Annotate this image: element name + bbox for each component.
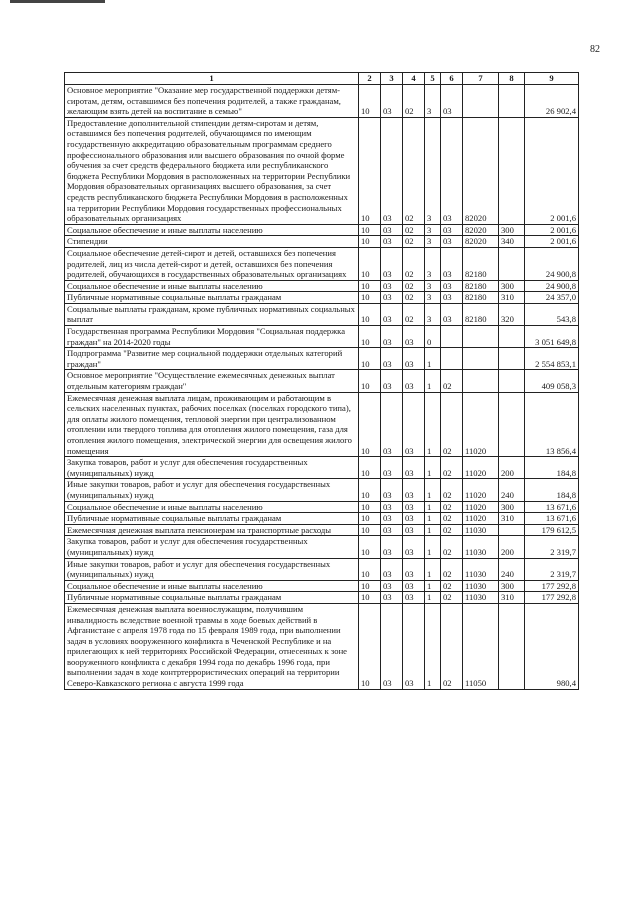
amount: 184,8 [525,479,579,501]
code-program: 03 [403,501,425,513]
table-row [65,592,579,604]
code-subprogram: 1 [425,348,441,370]
code-program: 02 [403,224,425,236]
code-program: 02 [403,85,425,118]
code-expense-type: 240 [499,558,525,580]
row-name: Основное мероприятие "Оказание мер государственной поддержки детям-сиротам, детям, оставшимся без попечения родителей, а также гражданам, желающим взять детей на воспитание в семью" [65,85,359,118]
amount: 13 671,6 [525,501,579,513]
code-subprogram: 3 [425,224,441,236]
code-direction [463,348,499,370]
row-name: Основное мероприятие "Осуществление ежемесячных денежных выплат отдельным категориям граждан" [65,370,359,392]
code-expense-type [499,524,525,536]
code-subsection: 03 [381,326,403,348]
table-row [65,348,579,370]
code-section: 10 [359,558,381,580]
code-section: 10 [359,370,381,392]
code-program: 02 [403,292,425,304]
code-program: 02 [403,280,425,292]
code-direction: 82020 [463,224,499,236]
column-header: 5 [425,73,441,85]
code-program: 03 [403,513,425,525]
code-section: 10 [359,247,381,280]
code-section: 10 [359,224,381,236]
code-section: 10 [359,524,381,536]
code-expense-type [499,370,525,392]
amount: 179 612,5 [525,524,579,536]
code-subsection: 03 [381,280,403,292]
row-name: Закупка товаров, работ и услуг для обеспечения государственных (муниципальных) нужд [65,536,359,558]
code-direction: 11020 [463,513,499,525]
budget-table [64,72,579,690]
table-row [65,85,579,118]
code-activity: 03 [441,303,463,325]
code-section: 10 [359,501,381,513]
code-expense-type [499,603,525,689]
code-direction: 82180 [463,247,499,280]
column-header: 3 [381,73,403,85]
code-direction: 82180 [463,303,499,325]
code-subsection: 03 [381,536,403,558]
table-row [65,558,579,580]
code-subprogram: 1 [425,524,441,536]
code-subprogram: 1 [425,580,441,592]
code-subprogram: 1 [425,603,441,689]
code-program: 02 [403,247,425,280]
table-body [65,85,579,690]
code-expense-type: 340 [499,236,525,248]
row-name: Ежемесячная денежная выплата лицам, проживающим и работающим в сельских населенных пунктах, рабочих поселках (поселках городского типа), для оплаты жилого помещения, тепловой энергии при централизованном отоплении или твердого топлива для отопления жилого помещения, газа для отопления жилого помещения, электрической энергии для освещения жилого помещения [65,392,359,457]
code-subprogram: 3 [425,117,441,224]
code-program: 03 [403,348,425,370]
table-row [65,117,579,224]
row-name: Социальное обеспечение и иные выплаты населению [65,224,359,236]
code-activity: 03 [441,280,463,292]
code-direction: 11030 [463,524,499,536]
code-section: 10 [359,457,381,479]
table-row [65,224,579,236]
code-direction: 11050 [463,603,499,689]
row-name: Подпрограмма "Развитие мер социальной поддержки отдельных категорий граждан" [65,348,359,370]
code-expense-type [499,326,525,348]
code-subsection: 03 [381,524,403,536]
code-direction [463,370,499,392]
table-row [65,280,579,292]
code-section: 10 [359,580,381,592]
column-header: 9 [525,73,579,85]
code-section: 10 [359,392,381,457]
code-subsection: 03 [381,348,403,370]
code-expense-type [499,392,525,457]
code-subprogram: 3 [425,236,441,248]
page-number: 82 [590,44,600,55]
table-row [65,524,579,536]
amount: 177 292,8 [525,580,579,592]
code-subsection: 03 [381,224,403,236]
code-activity: 02 [441,580,463,592]
code-subsection: 03 [381,370,403,392]
code-program: 03 [403,479,425,501]
code-expense-type: 240 [499,479,525,501]
code-activity: 03 [441,247,463,280]
code-direction: 11030 [463,592,499,604]
code-subprogram: 1 [425,392,441,457]
table-row [65,513,579,525]
code-subsection: 03 [381,117,403,224]
row-name: Государственная программа Республики Мордовия "Социальная поддержка граждан" на 2014-2020 годы [65,326,359,348]
code-direction: 82180 [463,292,499,304]
code-program: 03 [403,392,425,457]
code-subprogram: 3 [425,303,441,325]
code-section: 10 [359,536,381,558]
column-header: 2 [359,73,381,85]
amount: 13 671,6 [525,513,579,525]
table-row [65,303,579,325]
code-direction: 11020 [463,501,499,513]
code-section: 10 [359,603,381,689]
code-program: 02 [403,236,425,248]
code-program: 02 [403,117,425,224]
code-subsection: 03 [381,236,403,248]
code-direction: 82020 [463,236,499,248]
code-subprogram: 1 [425,536,441,558]
amount: 24 900,8 [525,280,579,292]
row-name: Социальное обеспечение детей-сирот и детей, оставшихся без попечения родителей, лиц из числа детей-сирот и детей, оставшихся без попечения родителей, обучающихся в государственных образовательных организациях [65,247,359,280]
code-expense-type: 200 [499,457,525,479]
amount: 409 058,3 [525,370,579,392]
amount: 2 001,6 [525,236,579,248]
code-program: 03 [403,592,425,604]
amount: 2 319,7 [525,536,579,558]
code-subsection: 03 [381,592,403,604]
row-name: Иные закупки товаров, работ и услуг для обеспечения государственных (муниципальных) нужд [65,558,359,580]
amount: 2 319,7 [525,558,579,580]
code-subsection: 03 [381,392,403,457]
row-name: Социальное обеспечение и иные выплаты населению [65,580,359,592]
table-row [65,236,579,248]
column-header: 1 [65,73,359,85]
row-name: Публичные нормативные социальные выплаты гражданам [65,592,359,604]
amount: 2 554 853,1 [525,348,579,370]
code-section: 10 [359,479,381,501]
code-subprogram: 3 [425,280,441,292]
code-activity [441,348,463,370]
code-section: 10 [359,236,381,248]
code-section: 10 [359,117,381,224]
row-name: Ежемесячная денежная выплата пенсионерам на транспортные расходы [65,524,359,536]
code-activity: 03 [441,292,463,304]
code-section: 10 [359,85,381,118]
code-program: 03 [403,536,425,558]
code-section: 10 [359,303,381,325]
amount: 177 292,8 [525,592,579,604]
code-subprogram: 0 [425,326,441,348]
code-expense-type: 310 [499,513,525,525]
code-subsection: 03 [381,580,403,592]
code-expense-type [499,85,525,118]
code-activity: 02 [441,524,463,536]
code-activity [441,326,463,348]
code-section: 10 [359,292,381,304]
code-program: 03 [403,457,425,479]
code-program: 02 [403,303,425,325]
row-name: Предоставление дополнительной стипендии детям-сиротам и детям, оставшимся без попечения родителей, обучающимся по имеющим государственную аккредитацию образовательным программам среднего профессионального образования или высшего образования по очной форме обучения за счет средств федерального бюджета или республиканского бюджета Республики Мордовия в расположенных на территории Республики Мордовия образовательных организациях высшего образования, за счет средств республиканского бюджета Республики Мордовия в расположенных на территории Республики Мордовия государственных профессиональных образовательных организациях [65,117,359,224]
code-activity: 02 [441,536,463,558]
code-expense-type: 300 [499,580,525,592]
code-direction: 11020 [463,392,499,457]
code-expense-type: 300 [499,501,525,513]
code-subprogram: 1 [425,479,441,501]
code-expense-type: 310 [499,292,525,304]
table-row [65,603,579,689]
row-name: Ежемесячная денежная выплата военнослужащим, получившим инвалидность вследствие военной травмы в ходе боевых действий в Афганистане с апреля 1978 года по 15 февраля 1989 года, при выполнении задач в условиях вооруженного конфликта в Чеченской Республике и на прилегающих к ней территориях Российской Федерации, отнесенных к зоне вооруженного конфликта с декабря 1994 года по декабрь 1996 года, при выполнении задач в ходе контртеррористических операций на территории Северо-Кавказского региона с августа 1999 года [65,603,359,689]
code-expense-type: 310 [499,592,525,604]
code-subprogram: 1 [425,501,441,513]
code-expense-type: 300 [499,280,525,292]
table-row [65,479,579,501]
code-direction: 11030 [463,536,499,558]
code-program: 03 [403,524,425,536]
code-activity: 02 [441,558,463,580]
amount: 2 001,6 [525,117,579,224]
code-direction [463,85,499,118]
code-program: 03 [403,326,425,348]
table-row [65,326,579,348]
code-section: 10 [359,513,381,525]
code-subprogram: 1 [425,513,441,525]
amount: 980,4 [525,603,579,689]
row-name: Социальное обеспечение и иные выплаты населению [65,501,359,513]
code-expense-type [499,247,525,280]
code-subsection: 03 [381,479,403,501]
code-program: 03 [403,370,425,392]
code-subprogram: 1 [425,558,441,580]
table-row [65,536,579,558]
column-header: 6 [441,73,463,85]
row-name: Закупка товаров, работ и услуг для обеспечения государственных (муниципальных) нужд [65,457,359,479]
column-header: 8 [499,73,525,85]
scan-mark [10,0,105,3]
code-subsection: 03 [381,247,403,280]
code-activity: 03 [441,85,463,118]
code-subsection: 03 [381,85,403,118]
code-subsection: 03 [381,603,403,689]
code-direction [463,326,499,348]
code-subprogram: 1 [425,592,441,604]
code-direction: 11030 [463,580,499,592]
code-subsection: 03 [381,292,403,304]
row-name: Иные закупки товаров, работ и услуг для обеспечения государственных (муниципальных) нужд [65,479,359,501]
code-direction: 11030 [463,558,499,580]
column-header: 4 [403,73,425,85]
amount: 184,8 [525,457,579,479]
code-activity: 02 [441,457,463,479]
code-direction: 11020 [463,457,499,479]
code-activity: 02 [441,479,463,501]
code-activity: 02 [441,603,463,689]
table-row [65,501,579,513]
code-activity: 02 [441,370,463,392]
code-direction: 11020 [463,479,499,501]
code-section: 10 [359,348,381,370]
code-subprogram: 3 [425,247,441,280]
code-activity: 03 [441,224,463,236]
amount: 13 856,4 [525,392,579,457]
code-expense-type [499,348,525,370]
amount: 2 001,6 [525,224,579,236]
code-program: 03 [403,603,425,689]
column-header: 7 [463,73,499,85]
code-expense-type [499,117,525,224]
code-subsection: 03 [381,513,403,525]
code-activity: 02 [441,513,463,525]
row-name: Социальные выплаты гражданам, кроме публичных нормативных социальных выплат [65,303,359,325]
code-subprogram: 3 [425,292,441,304]
code-subsection: 03 [381,303,403,325]
code-program: 03 [403,558,425,580]
table-row [65,392,579,457]
amount: 543,8 [525,303,579,325]
table-row [65,370,579,392]
code-subprogram: 3 [425,85,441,118]
amount: 24 900,8 [525,247,579,280]
table-row [65,457,579,479]
header-row [65,73,579,85]
table-row [65,247,579,280]
row-name: Социальное обеспечение и иные выплаты населению [65,280,359,292]
code-activity: 02 [441,501,463,513]
row-name: Публичные нормативные социальные выплаты гражданам [65,513,359,525]
code-activity: 02 [441,392,463,457]
code-section: 10 [359,280,381,292]
amount: 24 357,0 [525,292,579,304]
code-direction: 82180 [463,280,499,292]
code-program: 03 [403,580,425,592]
code-activity: 02 [441,592,463,604]
code-section: 10 [359,326,381,348]
code-expense-type: 300 [499,224,525,236]
row-name: Публичные нормативные социальные выплаты гражданам [65,292,359,304]
row-name: Стипендии [65,236,359,248]
code-subsection: 03 [381,558,403,580]
amount: 3 051 649,8 [525,326,579,348]
code-subsection: 03 [381,501,403,513]
code-subsection: 03 [381,457,403,479]
code-expense-type: 320 [499,303,525,325]
code-activity: 03 [441,236,463,248]
code-direction: 82020 [463,117,499,224]
table-row [65,292,579,304]
amount: 26 902,4 [525,85,579,118]
code-activity: 03 [441,117,463,224]
code-subprogram: 1 [425,457,441,479]
code-subprogram: 1 [425,370,441,392]
table-row [65,580,579,592]
code-section: 10 [359,592,381,604]
code-expense-type: 200 [499,536,525,558]
